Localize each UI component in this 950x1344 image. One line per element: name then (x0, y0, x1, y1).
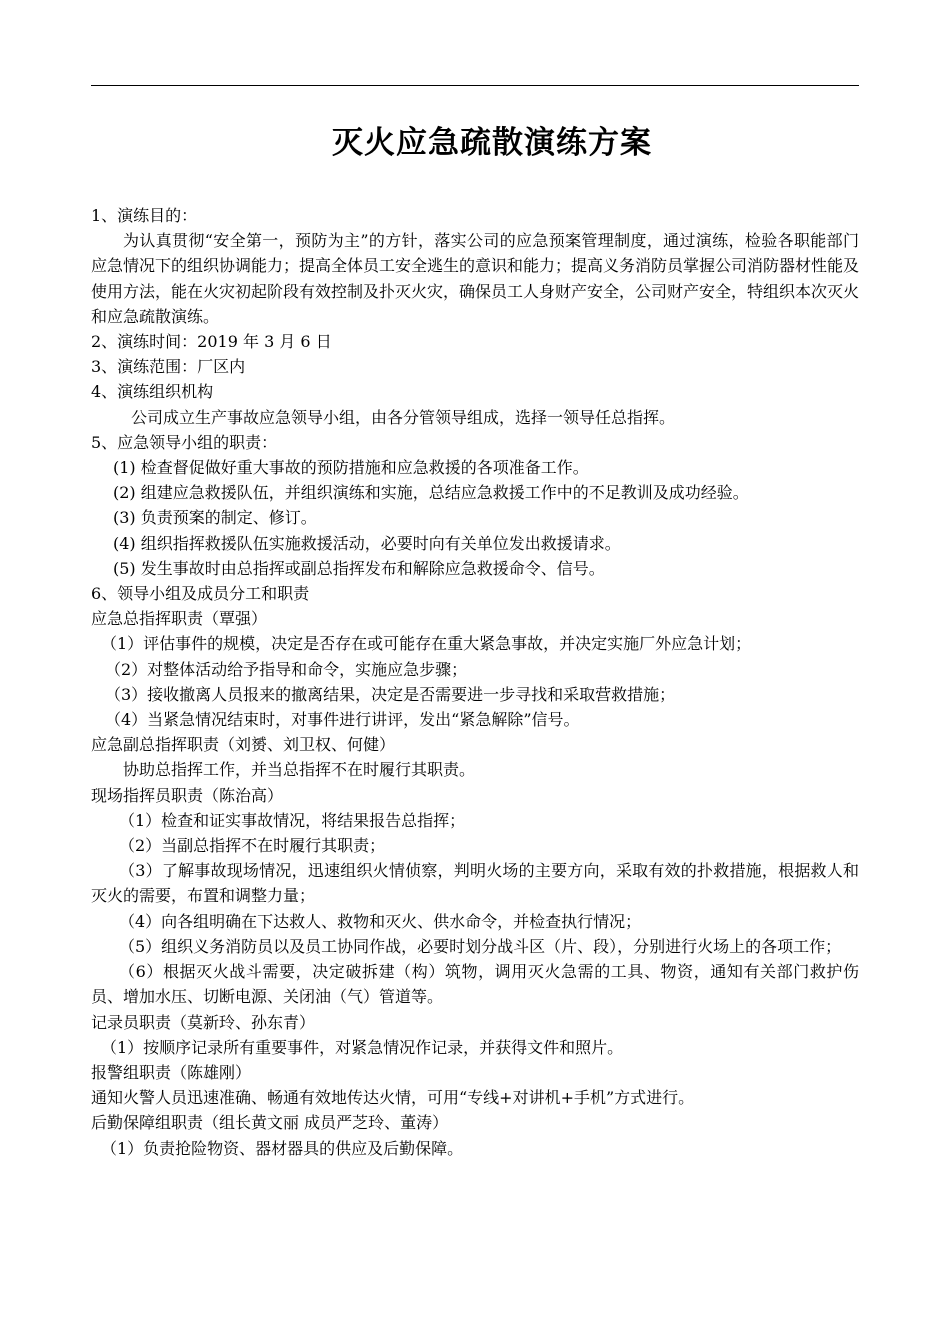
heading-organization: 4、演练组织机构 (91, 382, 214, 402)
list-item: （2）对整体活动给予指导和命令，实施应急步骤； (105, 659, 468, 679)
list-item: （4）当紧急情况结束时，对事件进行讲评，发出“紧急解除”信号。 (105, 710, 580, 730)
role-heading: 应急副总指挥职责（刘赟、刘卫权、何健） (91, 735, 396, 755)
role-heading: 后勤保障组职责（组长黄文丽 成员严芝玲、董涛） (91, 1113, 449, 1133)
list-item: （1）负责抢险物资、器材器具的供应及后勤保障。 (101, 1138, 464, 1158)
document-body (91, 203, 859, 1161)
list-item: （5）组织义务消防员以及员工协同作战，必要时划分战斗区（片、段），分别进行火场上的各项工作； (119, 936, 842, 956)
list-item: （6）根据灭火战斗需要，决定破拆建（构）筑物，调用灭火急需的工具、物资，通知有关部门救护伤员、增加水压、切断电源、关闭油（气）管道等。 (91, 962, 859, 1007)
list-item: （4）向各组明确在下达救人、救物和灭火、供水命令，并检查执行情况； (119, 911, 642, 931)
heading-scope: 3、演练范围：厂区内 (91, 357, 246, 377)
paragraph-organization: 公司成立生产事故应急领导小组，由各分管领导组成，选择一领导任总指挥。 (131, 407, 676, 427)
list-item: (4) 组织指挥救援队伍实施救援活动，必要时向有关单位发出救援请求。 (113, 533, 621, 553)
role-heading: 报警组职责（陈雄刚） (91, 1062, 252, 1082)
list-item: （1）评估事件的规模，决定是否存在或可能存在重大紧急事故，并决定实施厂外应急计划； (101, 634, 752, 654)
paragraph: 协助总指挥工作，并当总指挥不在时履行其职责。 (123, 760, 476, 780)
list-item: (5) 发生事故时由总指挥或副总指挥发布和解除应急救援命令、信号。 (113, 558, 605, 578)
header-rule (91, 85, 859, 86)
list-item: (3) 负责预案的制定、修订。 (113, 508, 317, 528)
heading-roles: 6、领导小组及成员分工和职责 (91, 584, 310, 604)
list-item: (2) 组建应急救援队伍，并组织演练和实施，总结应急救援工作中的不足教训及成功经验。 (113, 483, 749, 503)
role-heading: 现场指挥员职责（陈治高） (91, 785, 284, 805)
role-heading: 记录员职责（莫新玲、孙东青） (91, 1012, 316, 1032)
list-item: （3）接收撤离人员报来的撤离结果，决定是否需要进一步寻找和采取营救措施； (105, 684, 676, 704)
heading-duties: 5、应急领导小组的职责： (91, 432, 278, 452)
list-item: （2）当副总指挥不在时履行其职责； (119, 836, 386, 856)
paragraph-purpose: 为认真贯彻“安全第一，预防为主”的方针，落实公司的应急预案管理制度，通过演练，检验各职能部门应急情况下的组织协调能力；提高全体员工安全逃生的意识和能力；提高义务消防员掌握公司消防器材性能及使用方法，能在火灾初起阶段有效控制及扑灭火灾，确保员工人身财产安全，公司财产安全，特组织本次灭火和应急疏散演练。 (91, 231, 860, 326)
list-item: （3）了解事故现场情况，迅速组织火情侦察，判明火场的主要方向，采取有效的扑救措施，根据救人和灭火的需要，布置和调整力量； (91, 861, 859, 906)
list-item: （1）按顺序记录所有重要事件，对紧急情况作记录，并获得文件和照片。 (101, 1037, 624, 1057)
heading-time: 2、演练时间：2019 年 3 月 6 日 (91, 332, 332, 352)
role-heading: 应急总指挥职责（覃强） (91, 609, 268, 629)
heading-purpose: 1、演练目的： (91, 206, 198, 225)
document-title: 灭火应急疏散演练方案 (332, 124, 652, 161)
list-item: (1) 检查督促做好重大事故的预防措施和应急救援的各项准备工作。 (113, 458, 589, 478)
paragraph: 通知火警人员迅速准确、畅通有效地传达火情，可用“专线+对讲机+手机”方式进行。 (91, 1088, 695, 1108)
list-item: （1）检查和证实事故情况，将结果报告总指挥； (119, 810, 466, 830)
